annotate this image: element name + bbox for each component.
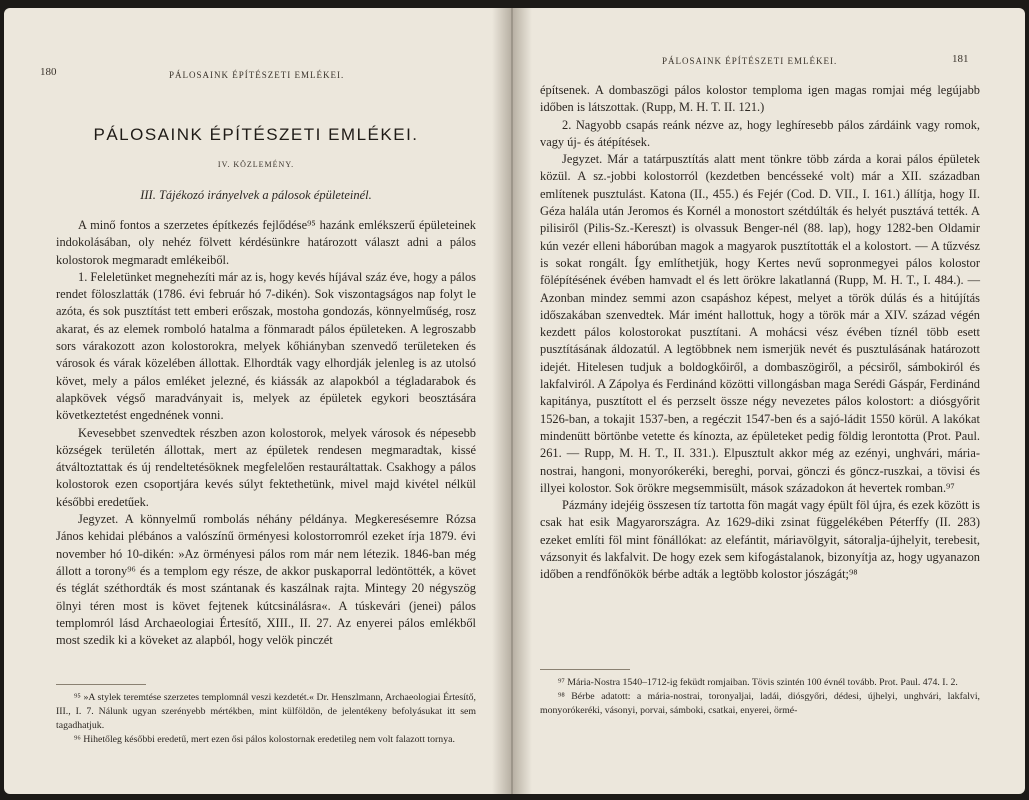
paragraph: Jegyzet. Már a tatárpusztítás alatt ment tönkre több zárda a korai pálos épületek közül. A sz.-jobbi kolostorról (kezdetben bencésseké volt) már a XII. században említenek pusztulást. Katona (II., 455.) és Fejér (Cod. D. VII., I. 161.) állítja, hogy II. Géza halála után Jeromos és Kornél a monostort szétdúlták és helyét pusztává tették. A pilisiről (Pilis-Sz.-Kereszt) is olvassuk Benger-nél (88. lap), hogy 1282-ben Oldamir kún vezér elleni háborúban magok a magyarok pusztították el a kolostort. — A tűzvész is sokat rongált. Így említhetjük, hogy Kertes nevű sopronmegyei pálos kolostor fölépítésének évében hamvadt el és lett örökre lakatlanná (Rupp, M. H. T., I. 484.). — Azonban mindez semmi azon csapáshoz képest, melyet a török dúlás és a hitújítás időszakában szenvedtek. Már imént hallottuk, hogy a török már a XIV. század végén kezdett pálos kolostorokat pusztítani. A mohácsi vész évében tíznél több esett pusztításának áldozatúl. A legtöbbnek nem ismerjük nevét és pusztulásának határozott idejét. Hitelesen tudjuk a boldogkőiről, a dombaszögiről, a pécsiről, sámbokiról és lakfalviról. A Zápolya és Ferdinánd közötti villongásban maga Serédi Gáspár, Ferdinánd kapitánya, pusztított el és perzselt össze négy nevezetes pálos kolostort: a diósgyőrit 1526-ban, a tokajit 1537-ben, a regéczit 1547-ben és a sajó-ládit 1550 körül. A lakókat mindenütt börtönbe vetette és kínozta, az épületeket pedig földig lerontotta (Prot. Paul. 261. — Rupp, M. H. T., II. 331.). Elpusztult akkor még az ezényi, unghvári, mária-nostrai, hangoni, monyorókeréki, bereghi, porvai, gönczi és göncz-ruszkai, a tövisi és illyei kolostor. Sok örökre megsemmisült, mások századokon át hevertek romban.⁹⁷ — [540, 152, 980, 495]
paragraph: építsenek. A dombaszögi pálos kolostor temploma igen magas romjai még legújabb időben is látszottak. (Rupp, M. H. T. II. 121.) — [540, 83, 980, 115]
running-head-right: PÁLOSAINK ÉPÍTÉSZETI EMLÉKEI. — [662, 56, 838, 66]
right-body — [540, 82, 980, 584]
left-body — [56, 217, 476, 649]
article-title: PÁLOSAINK ÉPÍTÉSZETI EMLÉKEI. — [93, 125, 419, 144]
footnote-rule-left — [56, 684, 146, 685]
paragraph: Pázmány idejéig összesen tíz tartotta fön magát vagy épült föl újra, és ezek között is csak hat esik Magyarországra. Az 1629-diki zsinat függelékében Péterffy (II. 283) ezeket említi föl mint fönállókat: az elefántit, máriavölgyit, sátoralja-újhelyit, terebesit, vázsonyit és lakfalvit. De hogy ezek sem kifogástalanok, bizonyítja az, hogy ugyanazon időben a rendfőnökök bérbe adták a legtöbb kolostor jószágát;⁹⁸ — [540, 498, 980, 582]
footnote-rule-right — [540, 669, 630, 670]
footnote: ⁹⁸ Bérbe adatott: a mária-nostrai, toronyaljai, ladái, diósgyőri, dédesi, újhelyi, unghvári, lakfalvi, monyorókeréki, vásonyi, porvai, sámboki, csatkai, enyerei, örmé- — [540, 691, 980, 716]
paragraph: 1. Feleletünket megnehezíti már az is, hogy kevés híjával száz éve, hogy a pálos rendet föloszlatták (1786. évi február hó 7-dikén). Sok viszontagságos nap folyt le azóta, és sok pusztítást tett emberi erőszak, mostoha gondozás, könnyelműség, rosz akarat, és az elemek romboló hatalma a fönmaradt pálos épületeken. A legroszabb sors várakozott azon kolostorokra, melyek kőhiányban szenvedő területeken és városok és várak közelében állottak. Elhordták vagy elhordják jelenleg is az utolsó követ, mely a pálos emléket jelezné, és kiássák az alapokból a tégladarabok és alapkövek végső maradványait is, melyek az épületek egykori beosztására következtetést engednének vonni. — [56, 269, 476, 423]
running-head-left: PÁLOSAINK ÉPÍTÉSZETI EMLÉKEI. — [169, 70, 345, 80]
paragraph: 2. Nagyobb csapás reánk nézve az, hogy leghíresebb pálos zárdáink vagy romok, vagy új- és átépítések. — [540, 117, 980, 149]
page-number-right: 181 — [952, 53, 969, 65]
footnote: ⁹⁵ »A stylek teremtése szerzetes templomnál veszi kezdetét.« Dr. Henszlmann, Archaeologiai Értesítő, III., I. 7. Nálunk ugyan szerényebb mértékben, mint külföldön, de jelentékeny befolyásukat itt sem tagadhatjuk. — [56, 692, 476, 731]
section-heading: III. Tájékozó irányelvek a pálosok épületeinél. — [140, 188, 372, 202]
paragraph: Kevesebbet szenvedtek részben azon kolostorok, melyek városok és népesebb községek területén állottak, mert az épületek rendesen megmaradtak, kissé átváltoztattak és új rendeltetésöknek megfelelően restauráltattak. Csakhogy a pálos kolostorok ezen csoportjára kevés súlyt fektethetünk, mivel majd kivétel nélkül későbbi eredetűek. — [56, 425, 476, 509]
left-page — [4, 8, 512, 794]
left-footnotes — [56, 691, 476, 747]
footnote: ⁹⁷ Mária-Nostra 1540–1712-ig feküdt romjaiban. Tövis szintén 100 évnél tovább. Prot. Paul. 474. I. 2. — [558, 677, 958, 688]
right-page — [512, 8, 1025, 794]
page-number-left: 180 — [40, 66, 57, 78]
paragraph: A minő fontos a szerzetes építkezés fejlődése⁹⁵ hazánk emlékszerű épületeinek indokolásában, oly nehéz fölvett kérdésünkre határozott választ adni a pálos kolostorok megmaradt emlékeiből. — [56, 218, 476, 267]
footnote: ⁹⁶ Hihetőleg későbbi eredetű, mert ezen ősi pálos kolostornak eredetileg nem volt falazott tornya. — [74, 734, 455, 745]
paragraph: Jegyzet. A könnyelmű rombolás néhány példánya. Megkeresésemre Rózsa János kehidai plébános a valószínű örményesi kolostorromról ezeket írja 1879. évi november hó 10-dikén: »Az örményesi pálos rom már nem létezik. 1846-ban még állott a torony⁹⁶ és a templom egy része, de akkor puskaporral ledöntötték, a követ és téglát széthordták és most szántanak és kaszálnak rajta. Mintegy 20 négyszög ölnyi téren most is követ fejtenek kútcsinálásra«. A túskevári (jenei) pálos templomról lásd Archaeologiai Értesítő, XIII., II. 27. Az enyerei pálos emlékből most szedik ki a köveket az alapból, hogy velök pinczét — [56, 512, 476, 648]
part-label: IV. KÖZLEMÉNY. — [217, 160, 295, 169]
right-footnotes — [540, 676, 980, 718]
